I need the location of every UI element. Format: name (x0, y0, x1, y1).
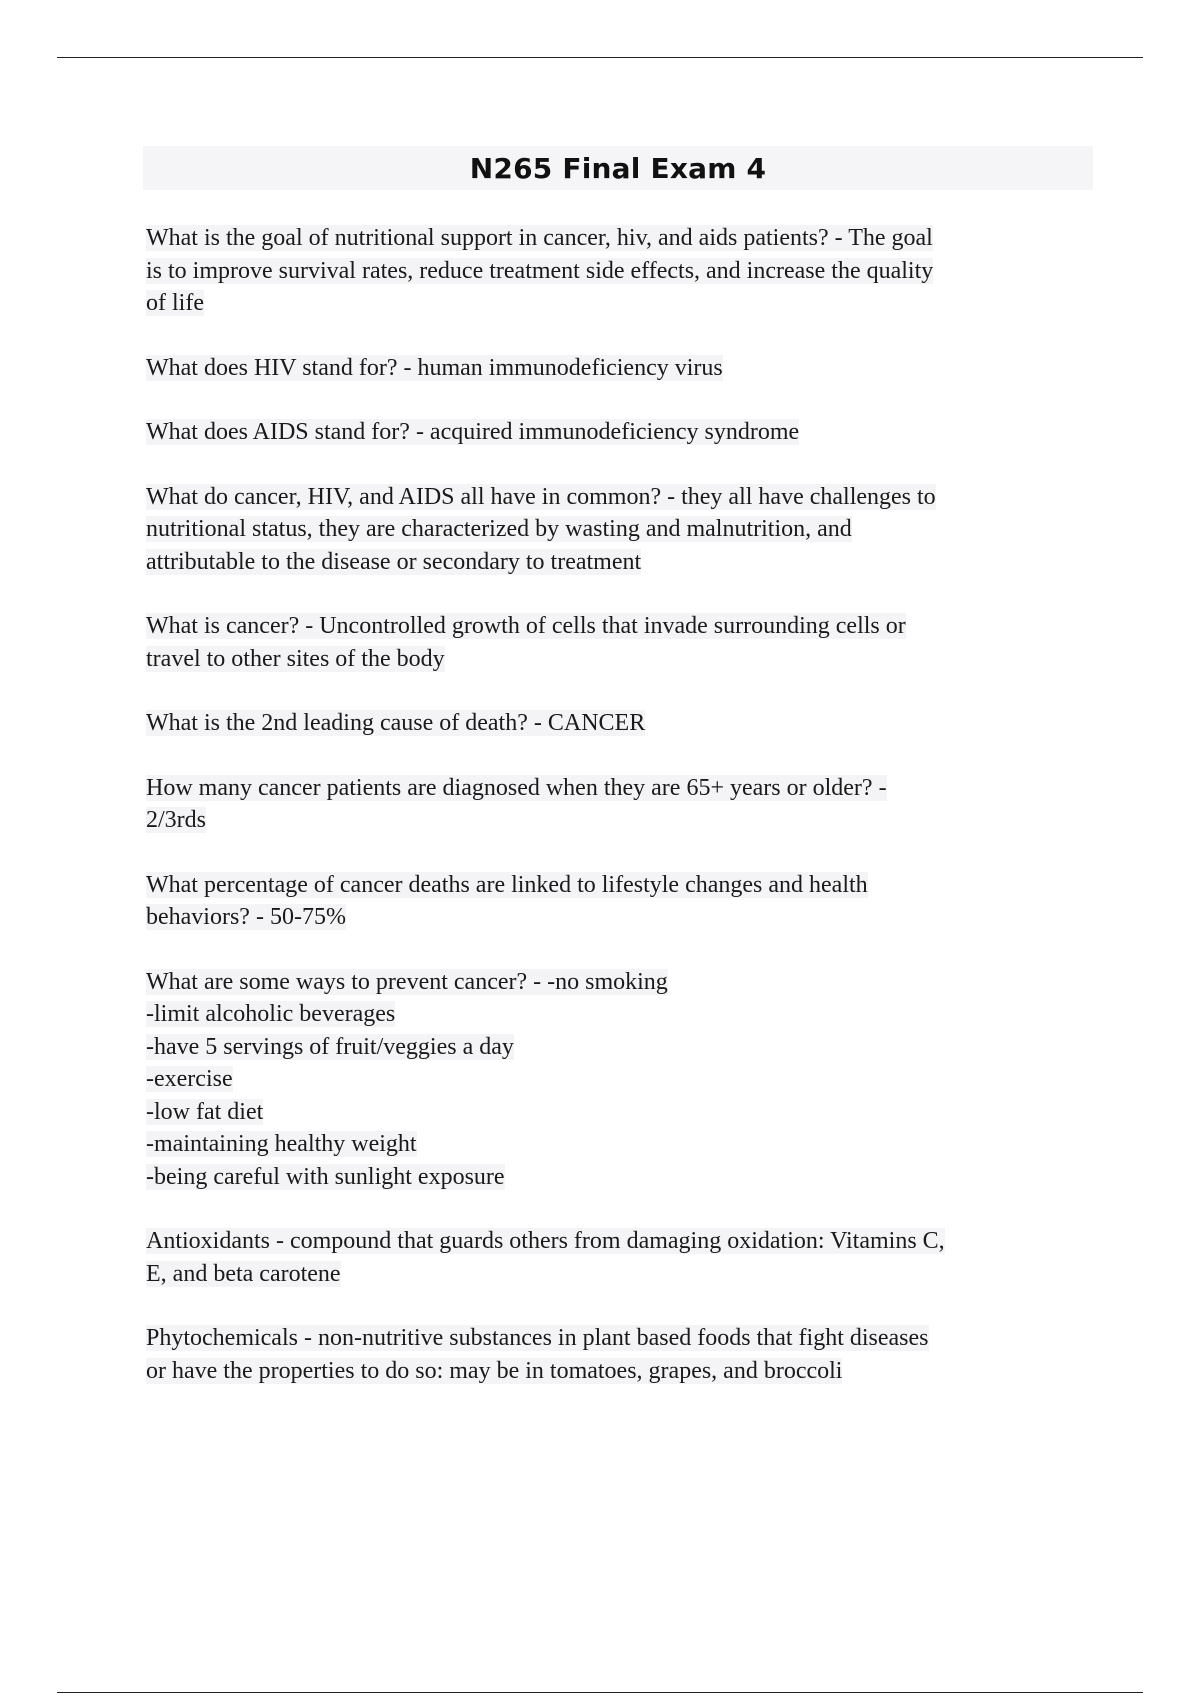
text-line-content: What does AIDS stand for? - acquired immunodeficiency syndrome (146, 419, 800, 445)
text-line (146, 966, 1096, 999)
qa-entry (146, 416, 1096, 449)
text-line (146, 707, 1096, 740)
text-line-content: -low fat diet (146, 1098, 264, 1125)
text-line-content: What is the 2nd leading cause of death? - CANCER (146, 710, 646, 736)
text-line (146, 1031, 1096, 1064)
text-line (146, 416, 1096, 449)
qa-entry (146, 772, 1096, 837)
qa-entry (146, 610, 1096, 675)
qa-entry (146, 707, 1096, 740)
text-line-content: What does HIV stand for? - human immunodeficiency virus (146, 354, 723, 381)
text-line-content: of life (146, 290, 204, 316)
text-line-content: 2/3rds (146, 807, 206, 833)
text-line (146, 1258, 1096, 1291)
text-line-content: -maintaining healthy weight (146, 1131, 417, 1157)
text-line (146, 513, 1096, 546)
text-line-content: behaviors? - 50-75% (146, 904, 346, 930)
document-body (146, 222, 1096, 1419)
top-rule (57, 57, 1143, 58)
text-line-content: What percentage of cancer deaths are linked to lifestyle changes and health (146, 871, 868, 898)
text-line (146, 1063, 1096, 1096)
text-line (146, 1161, 1096, 1194)
text-line (146, 1096, 1096, 1129)
qa-entry (146, 1225, 1096, 1290)
text-line-content: What is cancer? - Uncontrolled growth of cells that invade surrounding cells or (146, 613, 906, 639)
text-line-content: nutritional status, they are characterized by wasting and malnutrition, and (146, 516, 852, 542)
text-line (146, 255, 1096, 288)
text-line-content: How many cancer patients are diagnosed when they are 65+ years or older? - (146, 774, 887, 801)
text-line-content: -being careful with sunlight exposure (146, 1163, 505, 1190)
text-line (146, 610, 1096, 643)
text-line-content: What is the goal of nutritional support in cancer, hiv, and aids patients? - The goal (146, 225, 933, 251)
text-line-content: Antioxidants - compound that guards others from damaging oxidation: Vitamins C, (146, 1228, 945, 1254)
text-line-content: -limit alcoholic beverages (146, 1001, 396, 1027)
qa-entry (146, 1322, 1096, 1387)
text-line (146, 1128, 1096, 1161)
qa-entry (146, 352, 1096, 385)
text-line-content: What are some ways to prevent cancer? - -no smoking (146, 968, 668, 995)
text-line (146, 901, 1096, 934)
text-line (146, 1322, 1096, 1355)
text-line-content: Phytochemicals - non-nutritive substances in plant based foods that fight diseases (146, 1325, 929, 1351)
text-line (146, 998, 1096, 1031)
text-line-content: attributable to the disease or secondary to treatment (146, 548, 642, 575)
text-line-content: or have the properties to do so: may be in tomatoes, grapes, and broccoli (146, 1357, 843, 1384)
text-line-content: is to improve survival rates, reduce treatment side effects, and increase the quality (146, 257, 934, 284)
text-line (146, 1225, 1096, 1258)
text-line-content: -have 5 servings of fruit/veggies a day (146, 1033, 514, 1060)
text-line (146, 546, 1096, 579)
text-line (146, 1355, 1096, 1388)
qa-entry (146, 481, 1096, 579)
qa-entry (146, 966, 1096, 1194)
bottom-rule (57, 1692, 1143, 1693)
text-line (146, 772, 1096, 805)
text-line-content: travel to other sites of the body (146, 645, 445, 672)
text-line (146, 287, 1096, 320)
text-line-content: What do cancer, HIV, and AIDS all have in common? - they all have challenges to (146, 483, 936, 510)
text-line-content: E, and beta carotene (146, 1260, 341, 1287)
title-band (143, 146, 1093, 190)
text-line (146, 643, 1096, 676)
text-line-content: -exercise (146, 1066, 233, 1092)
text-line (146, 804, 1096, 837)
text-line (146, 869, 1096, 902)
qa-entry (146, 869, 1096, 934)
qa-entry (146, 222, 1096, 320)
text-line (146, 222, 1096, 255)
text-line (146, 352, 1096, 385)
document-title: N265 Final Exam 4 (469, 151, 767, 185)
text-line (146, 481, 1096, 514)
